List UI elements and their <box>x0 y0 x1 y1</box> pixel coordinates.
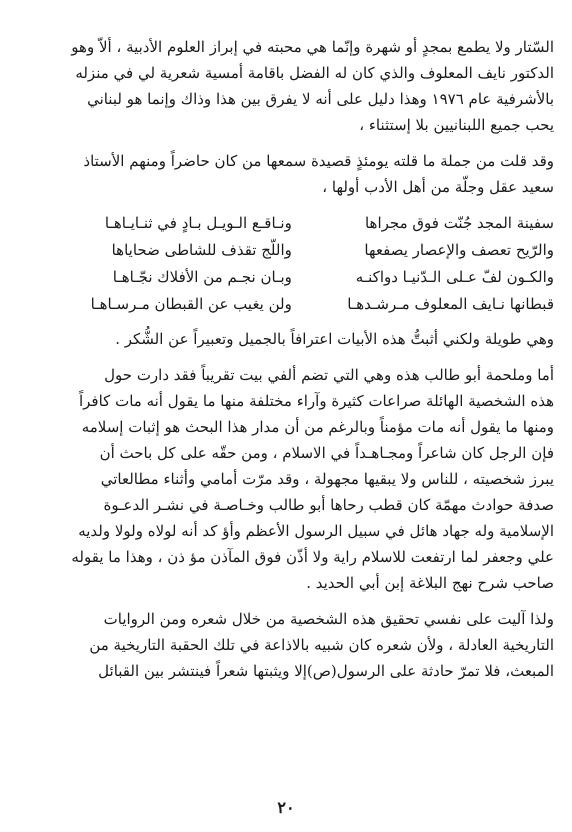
verse-second-hemistich: وبـان نجـم من الأفلاك نجّـاهـا <box>112 268 292 286</box>
poem <box>40 210 554 318</box>
paragraph-4 <box>40 362 554 596</box>
poem-verse <box>40 210 554 237</box>
text-line: صدفة حوادث مهمّة كان قطب رحاها أبو طالب وخـاصـة في نشـر الدعـوة <box>103 496 554 514</box>
text-line: سعيد عقل وجلّة من أهل الأدب أولها ، <box>322 178 554 196</box>
text-line: السّتار ولا يطمع بمجدٍ أو شهرة وإنّما هي محبته في إبراز العلوم الأدبية ، ألاّ وهو <box>71 38 554 56</box>
text-line: وهي طويلة ولكني أثبتُّ هذه الأبيات اعترافاً بالجميل وتعبيراً عن الشُّكر . <box>115 330 554 348</box>
poem-verse <box>40 237 554 264</box>
text-line: الدكتور نايف المعلوف والذي كان له الفضل باقامة أمسية شعرية لي في منزله <box>75 64 554 82</box>
text-line: هذه الشخصية الهائلة صراعات كثيرة وآراء مختلفة منها ما يقول أنه مات كافراً <box>78 392 554 410</box>
text-line: بالأشرفية عام ١٩٧٦ وهذا دليل على أنه لا يفرق بين هذا وذاك وإنما هو لبناني <box>87 90 554 108</box>
text-line: ولذا آليت على نفسي تحقيق هذه الشخصية من خلال شعره ومن الروايات <box>103 610 554 628</box>
text-line: ومنها ما يقول أنه مات مؤمناً وبالرغم من أن مدار هذا البحث هو إثبات إسلامه <box>81 418 554 436</box>
paragraph-5 <box>40 606 554 684</box>
text-line: وقد قلت من جملة ما قلته يومئذٍ قصيدة سمعها من كان حاضراً ومنهم الأستاذ <box>83 152 554 170</box>
poem-verse <box>40 291 554 318</box>
book-page <box>40 34 554 832</box>
verse-second-hemistich: واللّج تقذف للشاطى ضحاياها <box>111 241 292 259</box>
verse-first-hemistich: والكـون لفّ عـلى الـدّنيـا دواكنـه <box>355 268 554 286</box>
paragraph-3 <box>40 326 554 352</box>
verse-first-hemistich: والرّيح تعصف والإعصار يصفعها <box>364 241 554 259</box>
text-line: أما وملحمة أبو طالب هذه وهي التي تضم ألفي بيت تقريباً فقد دارت حول <box>104 366 554 384</box>
verse-second-hemistich: ولن يغيب عن القبطان مـرسـاهـا <box>90 295 292 313</box>
text-line: علي وجعفر لما ارتفعت للاسلام راية ولا أذّن فوق المآذن مؤ ذن ، وهذا ما يقوله <box>71 548 554 566</box>
text-line: التاريخية العادلة ، ولأن شعره كان شبيه بالاذاعة في تلك الحقبة التاريخية من <box>89 636 554 654</box>
verse-second-hemistich: ونـاقـع الـويـل بـادٍ في ثنـايـاهـا <box>104 214 292 232</box>
text-line: الإسلامية وله جهاد هائل في سبيل الرسول الأعظم وأؤ كد أنه لولاه ولولا ولديه <box>78 522 554 540</box>
poem-verse <box>40 264 554 291</box>
text-line: صاحب شرح نهج البلاغة إبن أبي الحديد . <box>306 574 554 592</box>
verse-first-hemistich: سفينة المجد جُنّت فوق مجراها <box>364 214 554 232</box>
text-line: يحب جميع اللبنانيين بلا إستثناء ، <box>359 116 554 134</box>
paragraph-2 <box>40 148 554 200</box>
page-number: ٢٠ <box>277 798 295 817</box>
paragraph-1 <box>40 34 554 138</box>
text-line: المبعث، فلا تمرّ حادثة على الرسول(ص)إلا ويثبتها شعراً فينتشر بين القبائل <box>98 662 554 680</box>
verse-first-hemistich: قبطانها نـايف المعلوف مـرشـدهـا <box>347 295 554 313</box>
text-line: فإن الرجل كان شاعراً ومجـاهـداً في الاسلام ، ومن حقّه على كل باحث أن <box>99 444 554 462</box>
text-line: يبرز شخصيته ، للناس ولا يبقيها مجهولة ، وقد مرّت أمامي وأثناء مطالعاتي <box>100 470 554 488</box>
